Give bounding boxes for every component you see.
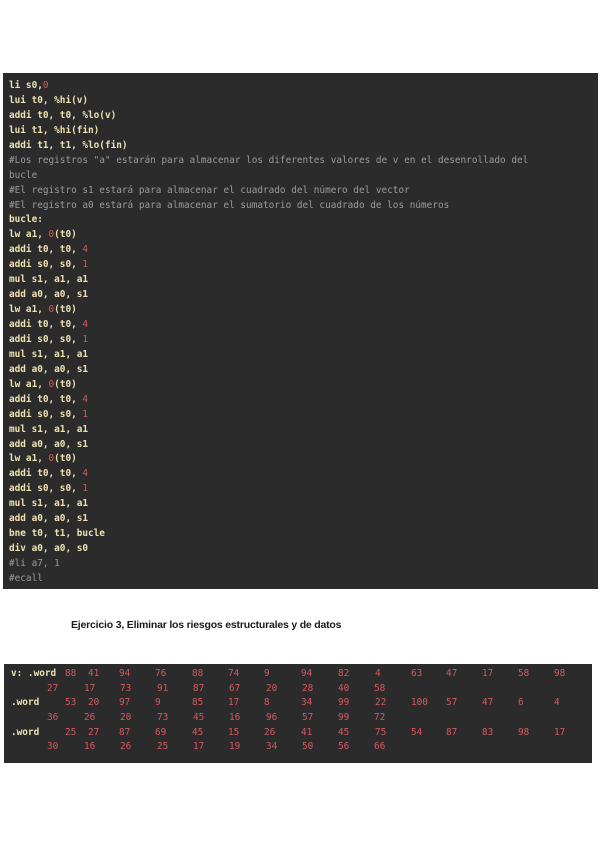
data-value: 26 (84, 712, 96, 724)
code-number: 4 (82, 244, 89, 256)
data-value: 58 (518, 668, 530, 679)
data-value: 75 (375, 726, 387, 738)
data-value: 67 (229, 682, 241, 694)
code-line (9, 348, 592, 363)
data-value: 88 (65, 668, 77, 679)
code-instruction: (t0) (54, 378, 77, 390)
code-number: 1 (82, 483, 89, 495)
data-value: 40 (338, 682, 350, 694)
data-value: 57 (446, 697, 458, 709)
code-number: 4 (82, 319, 89, 330)
data-value: 57 (302, 712, 314, 724)
data-value: 58 (374, 682, 386, 694)
code-instruction: add a0, a0, s1 (9, 513, 89, 525)
data-value: 28 (302, 682, 314, 694)
code-line (9, 318, 592, 333)
code-line (9, 184, 592, 199)
code-number: 1 (82, 259, 89, 271)
code-line (9, 243, 592, 258)
code-instruction: bne t0, t1, bucle (9, 528, 105, 540)
code-line (9, 169, 592, 184)
code-instruction: lw a1, (9, 378, 49, 390)
data-row (4, 697, 592, 712)
data-value: 47 (446, 668, 458, 679)
code-line (9, 527, 592, 542)
code-instruction: addi t0, t0, (9, 393, 83, 405)
data-value: 41 (301, 726, 313, 738)
data-value: 17 (84, 682, 96, 694)
data-value: 34 (266, 741, 278, 753)
data-value: 45 (192, 726, 204, 738)
code-instruction: mul s1, a1, a1 (9, 498, 89, 510)
code-line (9, 288, 592, 303)
data-value: 94 (119, 668, 131, 679)
code-instruction: addi s0, s0, (9, 259, 83, 271)
code-instruction: addi t1, t1, %lo(fin) (9, 139, 128, 151)
code-line (9, 124, 592, 139)
data-value: 16 (84, 741, 96, 753)
code-number: 0 (48, 229, 55, 241)
code-line (9, 213, 592, 228)
code-comment: #El registro s1 estará para almacenar el cuadrado del número del vector (9, 184, 410, 196)
exercise-heading: Ejercicio 3, Eliminar los riesgos estructurales y de datos (71, 619, 342, 631)
code-instruction: lw a1, (9, 229, 49, 241)
data-value: 20 (88, 697, 100, 709)
data-value: 45 (193, 712, 205, 724)
data-value: 45 (338, 726, 350, 738)
data-value: 22 (375, 697, 387, 709)
data-directive: .word (11, 697, 40, 709)
code-instruction: addi s0, s0, (9, 483, 83, 495)
data-value: 63 (411, 668, 423, 679)
code-comment: bucle (9, 169, 38, 181)
code-line (9, 199, 592, 214)
data-value: 25 (65, 726, 77, 738)
code-line (9, 94, 592, 109)
code-line (9, 139, 592, 154)
code-number: 0 (42, 80, 49, 91)
code-line (9, 363, 592, 378)
data-value: 72 (374, 712, 386, 724)
data-value: 99 (338, 712, 350, 724)
code-line (9, 497, 592, 512)
code-instruction: addi s0, s0, (9, 408, 83, 420)
data-value: 87 (446, 726, 458, 738)
data-directive: v: .word (11, 668, 57, 679)
data-value: 17 (554, 726, 566, 738)
data-value: 54 (411, 726, 423, 738)
data-value: 9 (264, 668, 270, 679)
data-value: 16 (229, 712, 241, 724)
code-instruction: addi t0, t0, (9, 244, 83, 256)
data-value: 99 (338, 697, 350, 709)
data-value: 88 (192, 668, 204, 679)
data-value: 98 (554, 668, 566, 679)
code-instruction: mul s1, a1, a1 (9, 423, 89, 435)
data-value: 83 (482, 726, 494, 738)
data-value: 76 (155, 668, 167, 679)
data-row (4, 727, 592, 742)
data-row (4, 712, 592, 727)
data-value: 91 (157, 682, 169, 694)
code-instruction: lui t1, %hi(fin) (9, 124, 100, 136)
code-number: 0 (48, 453, 55, 465)
code-line (9, 273, 592, 288)
data-value: 27 (88, 726, 100, 738)
code-instruction: div a0, a0, s0 (9, 543, 89, 555)
code-number: 1 (82, 333, 89, 345)
code-comment: #ecall (9, 572, 43, 584)
code-line (9, 423, 592, 438)
data-value: 26 (120, 741, 132, 753)
code-line (9, 512, 592, 527)
code-instruction: addi s0, s0, (9, 333, 83, 345)
code-instruction: (t0) (54, 453, 77, 465)
code-line (9, 303, 592, 318)
code-line (9, 408, 592, 423)
data-row (4, 683, 592, 698)
code-instruction: addi t0, t0, (9, 319, 83, 330)
data-value: 9 (155, 697, 161, 709)
code-number: 0 (48, 304, 55, 316)
code-label: bucle: (9, 214, 43, 226)
data-value: 85 (192, 697, 204, 709)
data-value: 74 (228, 668, 240, 679)
code-instruction: lw a1, (9, 453, 49, 465)
code-line (9, 393, 592, 408)
code-instruction: mul s1, a1, a1 (9, 274, 89, 286)
data-row (4, 668, 592, 683)
data-value: 17 (228, 697, 240, 709)
data-value: 26 (264, 726, 276, 738)
code-instruction: lui t0, %hi(v) (9, 94, 89, 106)
code-line (9, 438, 592, 453)
data-row (4, 741, 592, 756)
data-value: 66 (374, 741, 386, 753)
code-line (9, 467, 592, 482)
data-value: 69 (155, 726, 167, 738)
code-number: 0 (48, 378, 55, 390)
code-comment: #Los registros "a" estarán para almacenar los diferentes valores de v en el desenrollado del (9, 154, 529, 166)
code-comment: #El registro a0 estará para almacenar el sumatorio del cuadrado de los números (9, 199, 450, 211)
data-value: 87 (193, 682, 205, 694)
code-instruction: addi t0, t0, %lo(v) (9, 109, 117, 121)
data-value: 4 (375, 668, 381, 679)
code-line (9, 482, 592, 497)
data-value: 98 (518, 726, 530, 738)
data-value: 27 (47, 682, 59, 694)
data-value: 25 (157, 741, 169, 753)
code-line (9, 228, 592, 243)
code-line (9, 109, 592, 124)
data-value: 6 (518, 697, 524, 709)
data-value: 8 (264, 697, 270, 709)
data-value: 30 (47, 741, 59, 753)
code-line (9, 378, 592, 393)
data-value: 73 (120, 682, 132, 694)
data-value: 4 (554, 697, 560, 709)
code-line (9, 79, 592, 94)
data-directive: .word (11, 726, 40, 738)
code-instruction: add a0, a0, s1 (9, 438, 89, 450)
data-value: 73 (157, 712, 169, 724)
code-line (9, 572, 592, 587)
code-instruction: add a0, a0, s1 (9, 363, 89, 375)
code-line (9, 557, 592, 572)
code-line (9, 258, 592, 273)
data-value: 56 (338, 741, 350, 753)
data-value: 41 (88, 668, 100, 679)
data-value: 97 (119, 697, 131, 709)
data-value: 53 (65, 697, 77, 709)
code-instruction: mul s1, a1, a1 (9, 348, 89, 360)
data-value: 34 (301, 697, 313, 709)
data-value: 17 (193, 741, 205, 753)
data-block (4, 664, 592, 763)
code-line (9, 452, 592, 467)
data-value: 17 (482, 668, 494, 679)
code-block (3, 73, 598, 589)
code-number: 4 (82, 468, 89, 480)
data-value: 36 (47, 712, 59, 724)
data-value: 82 (338, 668, 350, 679)
code-line (9, 154, 592, 169)
data-value: 20 (120, 712, 132, 724)
data-value: 15 (228, 726, 240, 738)
code-instruction: addi t0, t0, (9, 468, 83, 480)
data-value: 94 (301, 668, 313, 679)
code-instruction: (t0) (54, 229, 77, 241)
code-instruction: add a0, a0, s1 (9, 289, 89, 301)
data-value: 96 (266, 712, 278, 724)
code-number: 1 (82, 408, 89, 420)
code-instruction: lw a1, (9, 304, 49, 316)
data-value: 87 (119, 726, 131, 738)
code-number: 4 (82, 393, 89, 405)
code-line (9, 542, 592, 557)
data-value: 100 (411, 697, 428, 709)
code-instruction: li s0, (9, 80, 43, 91)
code-line (9, 333, 592, 348)
data-value: 50 (302, 741, 314, 753)
code-comment: #li a7, 1 (9, 558, 60, 569)
data-value: 47 (482, 697, 494, 709)
data-value: 19 (229, 741, 241, 753)
code-instruction: (t0) (54, 304, 77, 316)
data-value: 20 (266, 682, 278, 694)
